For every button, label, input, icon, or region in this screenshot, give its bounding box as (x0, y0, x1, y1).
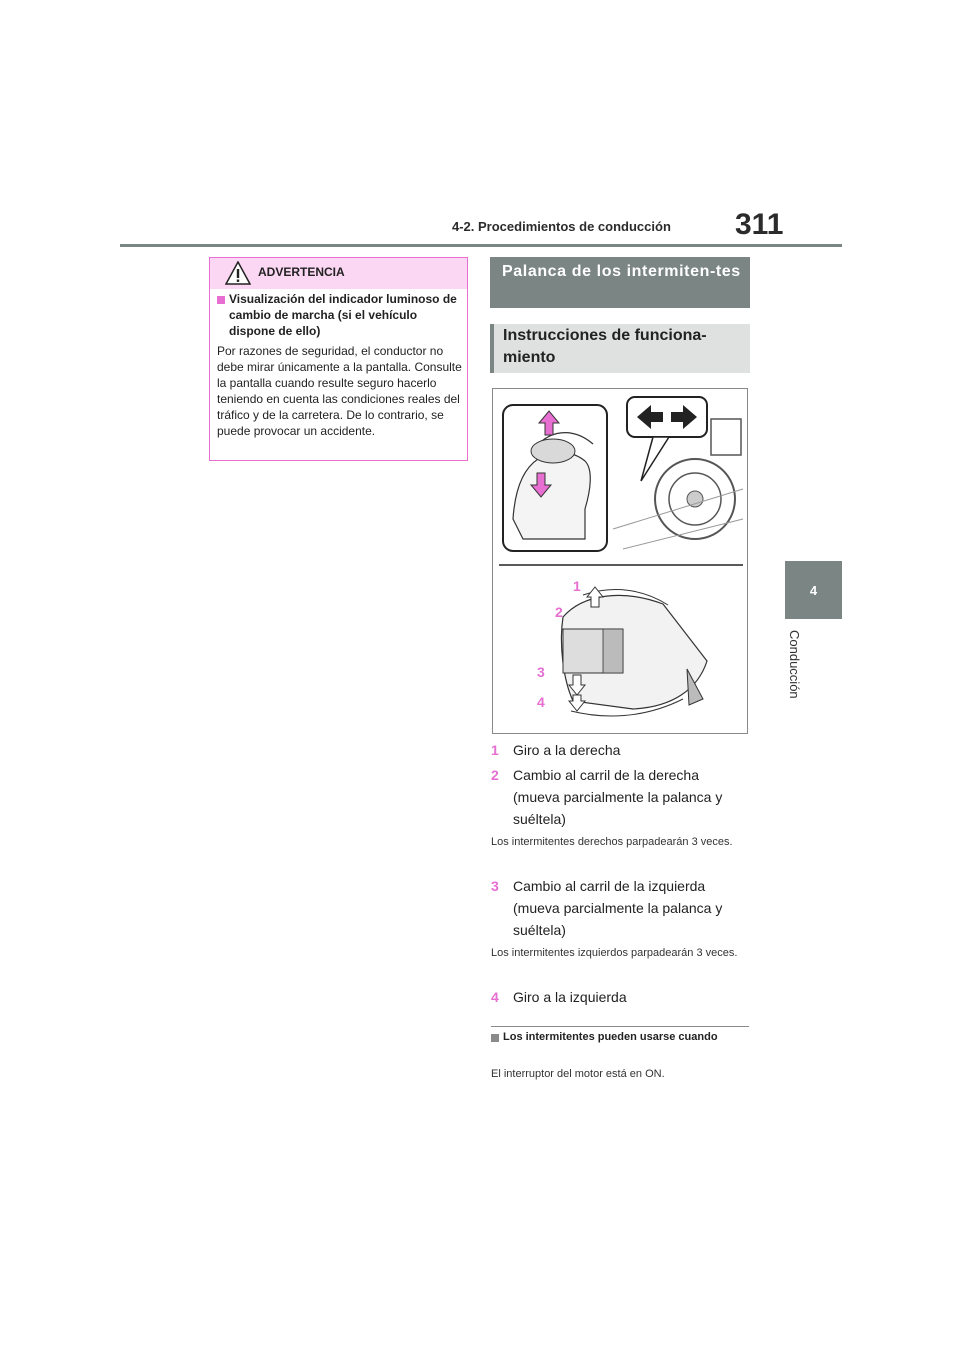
figure-illustration (493, 389, 747, 733)
item-number: 4 (491, 989, 499, 1005)
item-text: Cambio al carril de la izquierda (mueva parcialmente la palanca y suéltela) (513, 878, 723, 938)
footnote-divider (491, 1026, 749, 1027)
note-left: Los intermitentes izquierdos parpadearán 3 veces. (491, 947, 738, 959)
item-number: 1 (491, 742, 499, 758)
list-item (491, 986, 749, 1008)
figure-label-3: 3 (537, 664, 545, 680)
header-divider (120, 244, 842, 247)
figure-label-1: 1 (573, 578, 581, 594)
page-number: 311 (735, 208, 784, 241)
item-number: 3 (491, 878, 499, 894)
footnote-title: Los intermitentes pueden usarse cuando (503, 1031, 718, 1043)
item-number: 2 (491, 767, 499, 783)
bullet-square-icon (217, 296, 225, 304)
note-right: Los intermitentes derechos parpadearán 3 veces. (491, 836, 733, 848)
warning-body: Por razones de seguridad, el conductor no debe mirar únicamente a la pantalla. Consulte la pantalla cuando resulte seguro hacerlo teniendo en cuenta las condiciones reales del tráfico y de la carretera. De lo contrario, se puede provocar un accidente. (217, 344, 462, 438)
turn-signal-lever-figure (492, 388, 748, 734)
bullet-square-icon (491, 1034, 499, 1042)
footnote-body: El interruptor del motor está en ON. (491, 1068, 665, 1080)
subheading: Instrucciones de funciona-miento (503, 327, 707, 366)
section-heading: Palanca de los intermiten-tes (502, 263, 741, 280)
chapter-number: 4 (809, 583, 818, 598)
warning-title: ADVERTENCIA (258, 265, 345, 279)
list-item (491, 764, 749, 830)
item-text: Giro a la derecha (513, 742, 621, 758)
figure-label-2: 2 (555, 604, 563, 620)
chapter-label: Conducción (787, 630, 802, 699)
warning-subtitle: Visualización del indicador luminoso de cambio de marcha (si el vehículo dispone de ello) (229, 292, 457, 338)
figure-label-4: 4 (537, 694, 545, 710)
section-title: 4-2. Procedimientos de conducción (452, 219, 671, 234)
item-text: Cambio al carril de la derecha (mueva parcialmente la palanca y suéltela) (513, 767, 723, 827)
warning-triangle-icon (225, 261, 251, 285)
list-item (491, 739, 749, 761)
list-item (491, 875, 749, 941)
item-text: Giro a la izquierda (513, 989, 627, 1005)
